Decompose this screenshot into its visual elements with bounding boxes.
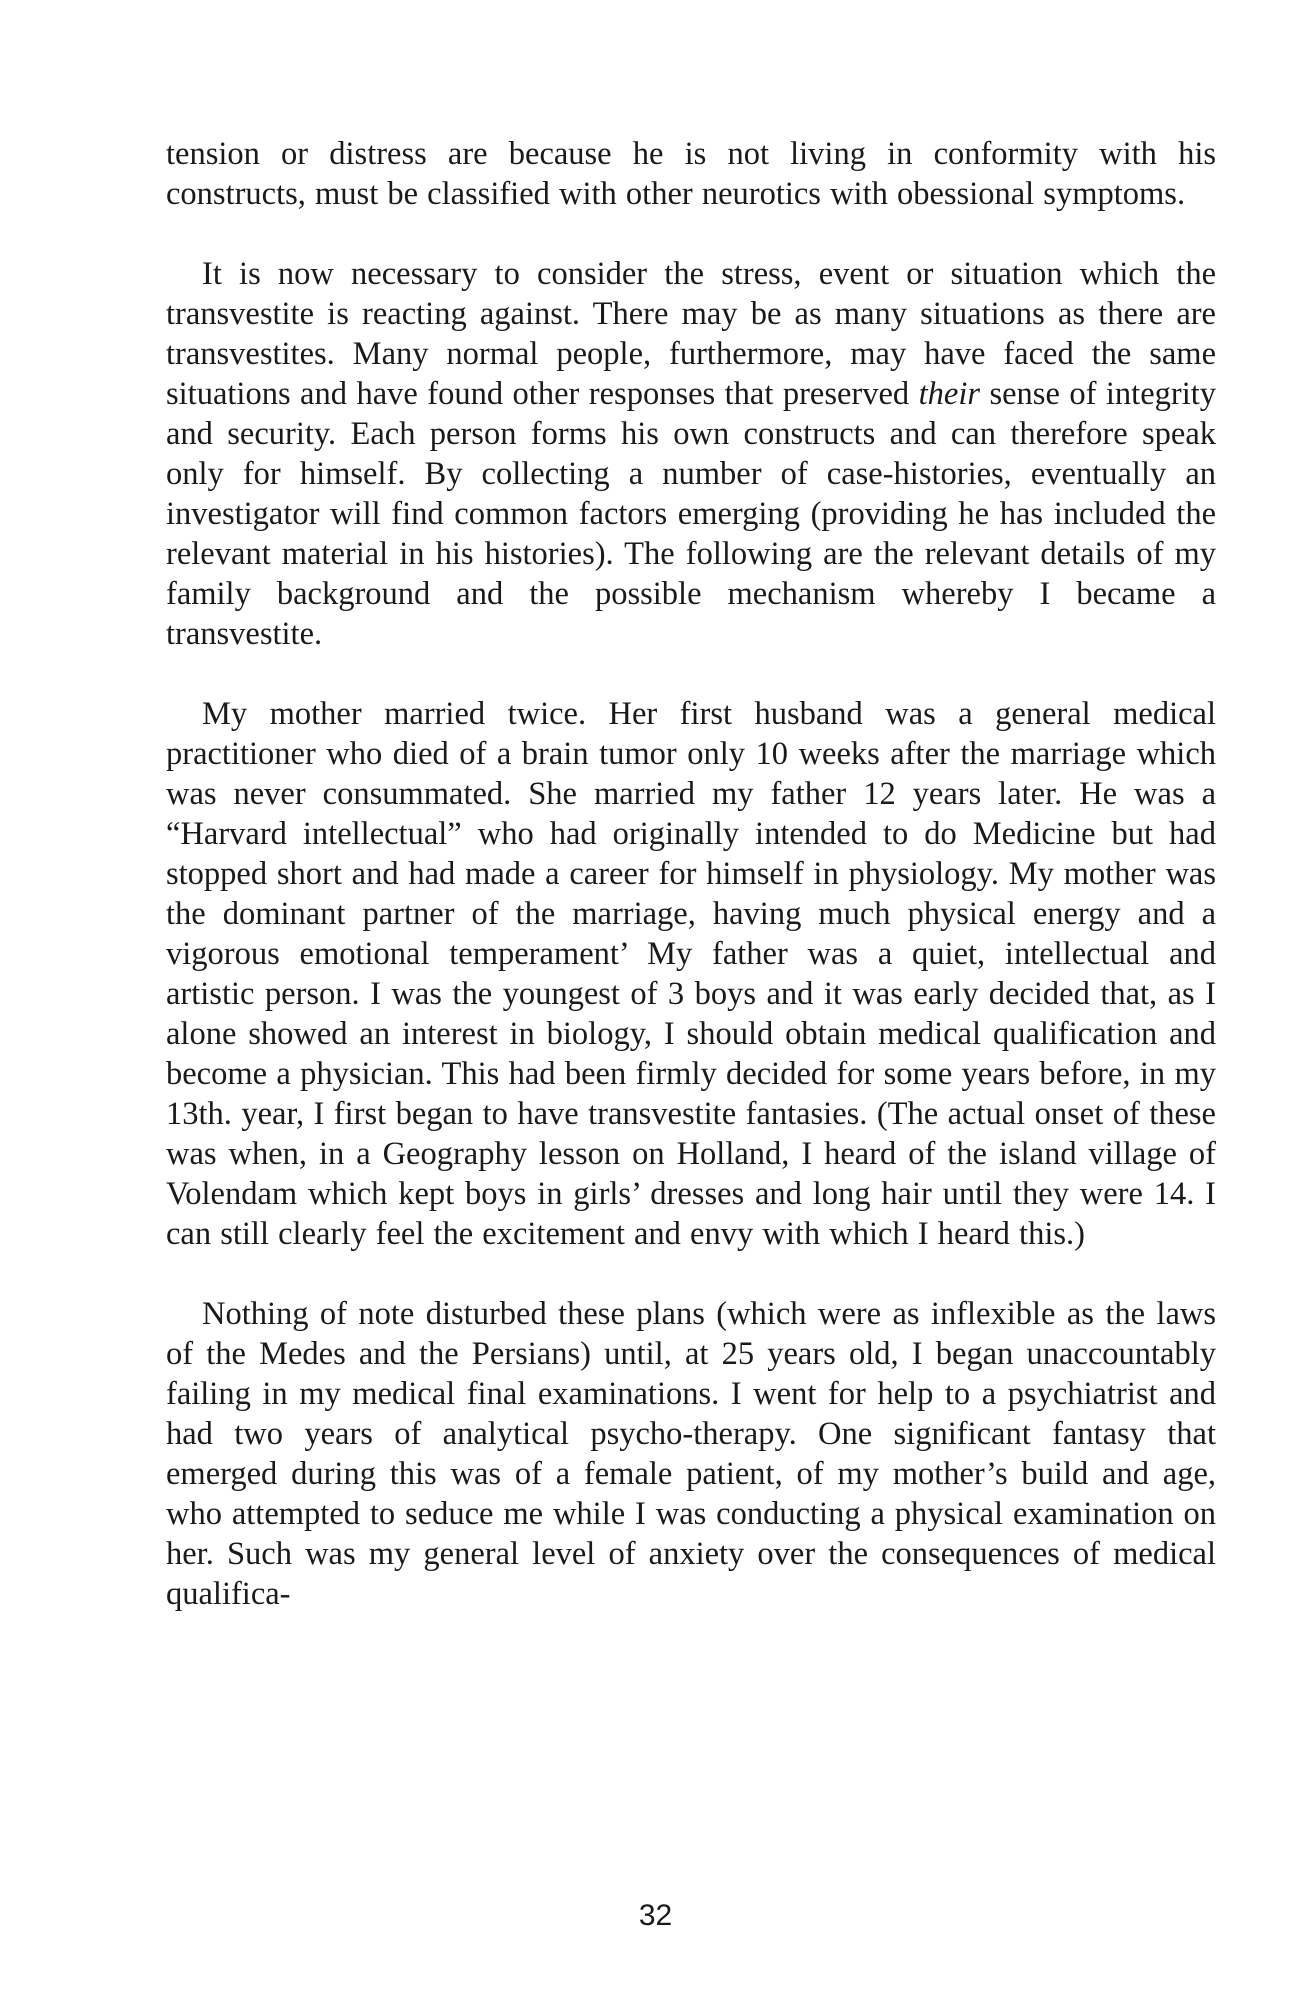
- paragraph-2-text-end: sense of integrity and security. Each person forms his own constructs and can therefore speak only for himself. By collecting a number of case-histories, eventually an investigator will find common factors emerging (providing he has included the relevant material in his histories). The following are the relevant details of my family background and the possible mechanism whereby I became a transvestite.: [166, 376, 1216, 652]
- body-text: [166, 134, 1216, 1614]
- paragraph-3-text: My mother married twice. Her first husband was a general medical practitioner who died of a brain tumor only 10 weeks after the marriage which was never consummated. She married my father 12 years later. He was a “Harvard intellectual” who had originally intended to do Medicine but had stopped short and had made a career for himself in physiology. My mother was the dominant partner of the marriage, having much physical energy and a vigorous emotional temperament’ My father was a quiet, intellectual and artistic person. I was the youngest of 3 boys and it was early decided that, as I alone showed an interest in biology, I should obtain medical qualification and become a physician. This had been firmly decided for some years before, in my 13th. year, I first began to have transvestite fantasies. (The actual onset of these was when, in a Geography lesson on Holland, I heard of the island village of Volendam which kept boys in girls’ dresses and long hair until they were 14. I can still clearly feel the excitement and envy with which I heard this.): [166, 696, 1216, 1252]
- page-number: 32: [638, 1899, 673, 1932]
- paragraph-4-text: Nothing of note disturbed these plans (which were as inflexible as the laws of the Medes and the Persians) until, at 25 years old, I began unaccountably failing in my medical final examinations. I went for help to a psychiatrist and had two years of analytical psycho-therapy. One significant fantasy that emerged during this was of a female patient, of my mother’s build and age, who attempted to seduce me while I was conducting a physical examination on her. Such was my general level of anxiety over the consequences of medical qualifica-: [166, 1296, 1216, 1612]
- paragraph-1: [166, 134, 1216, 214]
- paragraph-1-text: tension or distress are because he is not living in conformity with his constructs, must be classified with other neurotics with obessional symptoms.: [166, 136, 1216, 212]
- paragraph-2-text-start: It is now necessary to consider the stress, event or situation which the transvestite is reacting against. There may be as many situations as there are transvestites. Many normal people, furthermore, may have faced the same situations and have found other responses that preserved: [166, 256, 1216, 412]
- paragraph-2-emphasis: their: [918, 376, 981, 412]
- paragraph-2: [166, 254, 1216, 654]
- paragraph-4: [166, 1294, 1216, 1614]
- paragraph-3: [166, 694, 1216, 1254]
